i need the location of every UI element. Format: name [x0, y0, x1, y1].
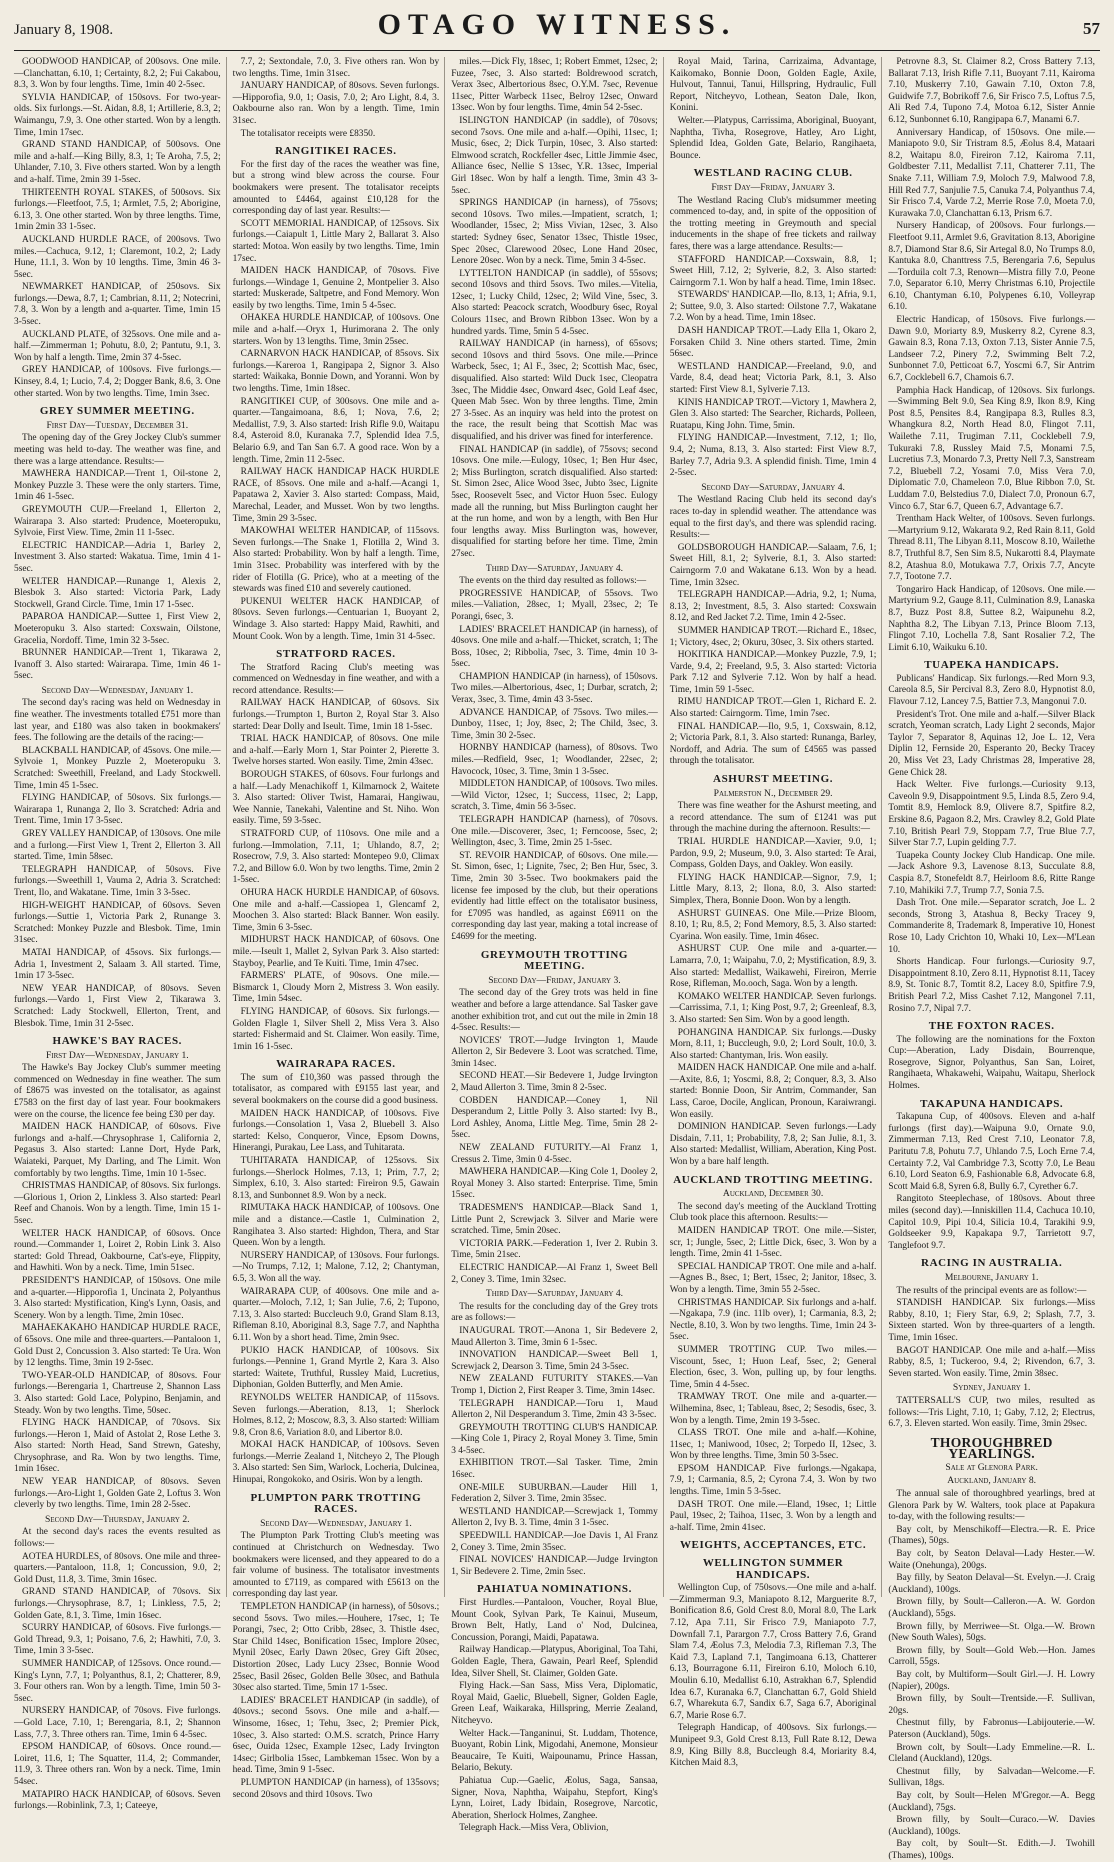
article-paragraph: MAIDEN HACK HANDICAP, of 100sovs. Five furlongs.—Consolation 1, Vasa 2, Bluebell 3. Also started: Kelso, Conqueror, Vince, Epsom Downs, Hinerangi, Purakau, Lee Lass, and Tuhitarata.: [232, 1108, 440, 1154]
section-subheading: Second Day—Thursday, January 2.: [45, 1513, 190, 1525]
article-paragraph: RAILWAY HANDICAP (in harness), of 65sovs; second 10sovs and third 5sovs. One mile.—Prince Warbeck, 5sec, 1; Al F., 3sec, 2; Scottish Mac, 6sec, disqualified. Also started: Wild Duck 1sec, Cleopatra 3sec, The Middie 4sec, Onward 4sec, Gold Leaf 4sec, Queen Mab 5sec. Won by three lengths. Time, 2min 27 3-5sec. As an inquiry was held into the protest on the race, the result being that Scottish Mac was disqualified, and his driver was fined for interference.: [451, 339, 658, 442]
article-paragraph: NURSERY HANDICAP, of 130sovs. Four furlongs.—No Trumps, 7.12, 1; Malone, 7.12, 2; Chantyman, 6.5, 3. Won all the way.: [232, 1250, 440, 1284]
article-paragraph: Royal Maid, Tarina, Carrizaima, Advantage, Kaikomako, Bonnie Doon, Golden Eagle, Axile, Hulvout, Tannui, Tanui, Hillspring, Hydraulic, Full Report, Nitcheyvo, Lothean, Seaton Dale, Ikon, Konini.: [669, 57, 877, 114]
article-paragraph: ELECTRIC HANDICAP.—Al Franz 1, Sweet Bell 2, Coney 3. Time, 1min 32sec.: [451, 1262, 658, 1285]
article-paragraph: GRAND STAND HANDICAP, of 70sovs. Six furlongs.—Chrysophrase, 8.7, 1; Linkless, 7.5, 2; Golden Gate, 8.1, 3. Time, 1min 16sec.: [14, 1587, 221, 1621]
article-paragraph: RAILWAY HACK HANDICAP HACK HURDLE RACE, of 85sovs. One mile and a-half.—Acangi 1, Papatawa 2, Xavier 3. Also started: Compass, Maid, Marechal, Leader, and Musset. Won by two lengths. Time, 3min 29 3-5sec.: [232, 467, 440, 524]
article-paragraph: For the first day of the races the weather was fine, but a strong wind blew across the course. Four bookmakers were present. The totalisator receipts amounted to £4464, against £10,128 for the corresponding day of last year. Results:—: [232, 159, 440, 217]
section-heading: WAIRARAPA RACES.: [276, 1058, 396, 1071]
section-heading: RANGITIKEI RACES.: [275, 145, 397, 158]
article-paragraph: The results of the principal events are as follow:—: [896, 1285, 1087, 1296]
article-paragraph: TELEGRAPH HANDICAP (harness), of 70sovs. One mile.—Discoverer, 3sec, 1; Ferncoose, 5sec, 2; Wellington, 4sec, 3. Time, 2min 25 1-5sec.: [451, 815, 658, 849]
article-paragraph: The Westland Racing Club's midsummer meeting commenced to-day, and, in spite of the opposition of the trotting meeting in Greymouth and special inducements in the shape of free tickets and railway fares, there was a large attendance. Results:—: [669, 195, 877, 252]
article-paragraph: The second day of the Grey trots was held in fine weather and before a large attendance. Sal Tasker gave another exhibition trot, and cut out the mile in 2min 18 4-5sec. Results:—: [451, 988, 658, 1034]
article-paragraph: MAWHERA HANDICAP.—Trent 1, Oil-stone 2, Monkey Puzzle 3. These were the only starters. Time, 1min 46 1-5sec.: [14, 469, 221, 503]
article-paragraph: FLYING HANDICAP, of 50sovs. Six furlongs.—Wairarapa 1, Runanga 2, Ilo 3. Scratched: Adria and Trent. Time, 1min 17 3-5sec.: [14, 793, 221, 827]
article-paragraph: SUMMER HANDICAP, of 125sovs. Once round.—King's Lynn, 7.7, 1; Polyanthus, 8.1, 2; Chatterer, 8.9, 3. Four others ran. Won by a length. Time, 1min 50 3-5sec.: [14, 1658, 221, 1704]
article-paragraph: NEWMARKET HANDICAP, of 250sovs. Six furlongs.—Dewa, 8.7, 1; Cambrian, 8.11, 2; Notecrini, 7.8, 3. Won by a length and a-quarter. Time, 1min 15 3-5sec.: [14, 282, 221, 328]
article-paragraph: FARMERS' PLATE, of 90sovs. One mile.—Bismarck 1, Cloudy Morn 2, Mistress 3. Won easily. Time, 1min 54sec.: [232, 971, 440, 1005]
article-paragraph: Bay colt, by Soult—Helen M'Gregor.—A. Begg (Auckland), 75gs.: [888, 1790, 1095, 1813]
article-paragraph: SPRINGS HANDICAP (in harness), of 75sovs; second 10sovs. Two miles.—Impatient, scratch, 1; Woodlander, 15sec, 2; Miss Vivian, 12sec, 3. Also started: Sydney 6sec, Senator 13sec, Thistle 19sec, Spec 20sec, Clarewood 20sec, Lone Hand 20sec, Lenore 20sec. Won by a neck. Time, 5min 3 4-5sec.: [451, 198, 658, 267]
article-paragraph: The results for the concluding day of the Grey trots are as follows:—: [451, 1301, 658, 1324]
article-paragraph: CHRISTMAS HANDICAP. Six furlongs and a-half.—Ngakapa, 7.9 (inc. 11lb over), 1; Carmania, 8.3, 2; Nectle, 8.10, 3. Won by two lengths. Time, 1min 24 3-5sec.: [669, 1297, 877, 1343]
article-paragraph: OHURA HACK HURDLE HANDICAP, of 60sovs. One mile and a-half.—Cassiopea 1, Glencamf 2, Moochen 3. Also started: Black Banner. Won easily. Time, 3min 6 3-5sec.: [232, 887, 440, 933]
article-paragraph: MAIDEN HACK HANDICAP, of 70sovs. Five furlongs.—Windage 1, Genuine 2, Montpelier 3. Also started: Muskerade, Saltpetre, and Fond Memory. Won easily by two lengths. Time, 1min 5 4-5sec.: [232, 266, 440, 311]
section-heading: HAWKE'S BAY RACES.: [52, 1035, 183, 1048]
article-paragraph: EPSOM HANDICAP. Five furlongs.—Ngakapa, 7.9, 1; Carmania, 8.5, 2; Cyrona 7.4, 3. Won by two lengths. Time, 1min 5 3-5sec.: [669, 1463, 877, 1498]
article-paragraph: BOROUGH STAKES, of 60sovs. Four furlongs and a half.—Lady Menachikoff 1, Kilmarnock 2, Waitete 3. Also started: Oliver Twist, Hamarai, Hangiwau, Wee Nannie, Tanekahi, Valentine and St. Niho. Won easily. Time, 59 3-5sec.: [232, 770, 440, 827]
article-paragraph: KINIS HANDICAP TROT.—Victory 1, Mawhera 2, Glen 3. Also started: The Searcher, Richards, Polleen, Ruatapu, King John. Time, 5min.: [669, 397, 877, 431]
article-paragraph: GOODWOOD HANDICAP, of 200sovs. One mile.—Clanchattan, 6.10, 1; Certainty, 8.2, 2; Fui Cakabou, 8.3, 3. Won by four lengths. Time, 1min 40 2-5sec.: [14, 57, 221, 91]
article-paragraph: The second day's meeting of the Auckland Trotting Club took place this afternoon. Results:—: [669, 1201, 877, 1224]
article-paragraph: The sum of £10,360 was passed through the totalisator, as compared with £9155 last year, and several bookmakers on the course did a good business.: [232, 1072, 440, 1107]
article-paragraph: Telegraph Handicap, of 400sovs. Six furlongs.—Munipeet 9.3, Gold Crest 8.13, Full Rate 8.12, Dewa 8.9, King Billy 8.8, Buccleugh 8.4, Moriarity 8.4, Kitchen Maid 8.3,: [669, 1723, 877, 1769]
article-paragraph: miles.—Dick Fly, 18sec, 1; Robert Emmet, 12sec, 2; Fuzee, 7sec, 3. Also started: Boldrewood scratch, Verax 3sec, Albertorious 8sec, O.Y.M. 7sec, Revenue 11sec, Pitter Warbeck 11sec, Belroy 12sec, Onward 13sec. Won by four lengths. Time, 4min 54 2-5sec.: [451, 57, 658, 114]
article-paragraph: TATTERSALL'S CUP, two miles, resulted as follows:—Tris Light, 7.10, 1; Gaby, 7.12, 2; Electrus, 6.7, 3. Eleven started. Won easily. Time, 3min 29sec.: [888, 1395, 1095, 1430]
article-paragraph: NEW ZEALAND FUTURITY STAKES.—Van Tromp 1, Diction 2, First Reaper 3. Time, 3min 14sec.: [451, 1374, 658, 1396]
article-paragraph: BLACKBALL HANDICAP, of 45sovs. One mile.—Sylvoie 1, Monkey Puzzle 2, Moeteropuku 3. Scratched: Sweethill, Freeland, and Lady Stockwell. Time, 1min 45 1-5sec.: [14, 745, 221, 791]
article-paragraph: SUMMER TROTTING CUP. Two miles.—Viscount, 5sec, 1; Huon Leaf, 5sec, 2; General Election, 6sec, 3. Won, pulling up, by four lengths. Time, 5min 4 4-5sec.: [669, 1344, 877, 1390]
article-paragraph: Rangitoto Steeplechase, of 180sovs. About three miles (second day).—Inniskillen 11.4, Cachuca 10.10, Capitol 10.9, Pipi 10.4, Silicia 10.4, Tarakihi 9.9, Goldseeker 9.9, Kapakapa 9.7, Tarrietott 9.7, Tanglefoot 9.7.: [888, 1194, 1095, 1251]
article-paragraph: TELEGRAPH HANDICAP.—Adria, 9.2, 1; Numa, 8.13, 2; Investment, 8.5, 3. Also started: Coxswain 8.12, and Red Jacket 7.2. Time, 1min 4 2-5sec.: [669, 590, 877, 624]
article-paragraph: The annual sale of thoroughbred yearlings, bred at Glenora Park by W. Walters, took place at Papakura to-day, with the following results:—: [888, 1489, 1095, 1523]
article-paragraph: Shorts Handicap. Four furlongs.—Curiosity 9.7, Disappointment 8.10, Zero 8.11, Hypnotist 8.11, Tacey 8.9, St. Tonic 8.7, Tomtit 8.2, Lacey 8.0, Spitfire 7.9, British Pearl 7.2, Miss Cashet 7.12, Mangonel 7.11, Rosino 7.7, Nipal 7.7.: [888, 957, 1095, 1014]
section-subheading: Second Day—Wednesday, January 1.: [41, 684, 194, 696]
article-paragraph: AUCKLAND PLATE, of 325sovs. One mile and a-half.—Zimmerman 1; Pohutu, 8.0, 2; Pantutu, 9.1, 3. Won by half a length. Time, 2min 37 4-5sec.: [14, 329, 221, 363]
article-paragraph: TWO-YEAR-OLD HANDICAP, of 80sovs. Four furlongs.—Berengaria 1, Chartreuse 2, Shannon Lass 3. Also started: Gold Lace, Polypino, Benjamin, and Steady. Won by two lengths. Time, 50sec.: [14, 1370, 221, 1416]
article-paragraph: MAKOWHAI WELTER HANDICAP, of 115sovs. Seven furlongs.—The Snake 1, Flotilla 2, Wind 3. Also started: Probability. Won by half a length. Time, 1min 31sec. Probability was interfered with by the rider of Flotilla (G. Price), who at a meeting of the stewards was fined £10 and severely cautioned.: [232, 526, 440, 595]
section-subheading: Auckland, January 8.: [947, 1475, 1037, 1487]
section-subheading: Palmerston N., December 29.: [713, 787, 833, 799]
article-paragraph: President's Trot. One mile and a-half.—Silver Black scratch, Yeoman scratch, Lady Light 2 seconds, Major Taylor 7, Separator 8, Aquinas 12, Joe L. 12, Vera Diplin 12, Fernside 20, Esperanto 20, Becky Tracey 20, Miss Vet 23, Lady Christmas 28, Imperative 28, Gene Chick 28.: [888, 709, 1095, 778]
article-paragraph: ONE-MILE SUBURBAN.—Lauder Hill 1, Federation 2, Silver 3. Time, 2min 35sec.: [451, 1482, 658, 1505]
article-paragraph: RIMUTAKA HACK HANDICAP, of 100sovs. One mile and a distance.—Castle 1, Culmination 2, Rangihatea 3. Also started: Highdon, Thera, and Star Queen. Won by a length.: [232, 1203, 440, 1249]
article-paragraph: STRATFORD CUP, of 110sovs. One mile and a furlong.—Immolation, 7.11, 1; Uhlando, 8.7, 2; Rosecrow, 7.9, 3. Also started: Montepeo 9.0, Climax 7.2, and Billow 6.0. Won by two lengths. Time, 2min 2 1-5sec.: [232, 829, 440, 886]
article-paragraph: FLYING HANDICAP.—Investment, 7.12, 1; Ilo, 9.4, 2; Numa, 8.13, 3. Also started: First View 8.7, Barley 7.7, Adria 9.3. A splendid finish. Time, 1min 4 2-5sec.: [669, 433, 877, 479]
article-paragraph: The Westland Racing Club held its second day's races to-day in splendid weather. The attendance was equal to the first day's, and there was splendid racing. Results:—: [669, 495, 877, 541]
article-paragraph: INNOVATION HANDICAP.—Sweet Bell 1, Screwjack 2, Dearson 3. Time, 5min 24 3-5sec.: [451, 1350, 658, 1372]
article-paragraph: PUKENUI WELTER HACK HANDICAP, of 80sovs. Seven furlongs.—Centuarian 1, Buoyant 2, Windage 3. Also started: Happy Maid, Rawhiti, and Mount Cook. Won by a length. Time, 1min 31 4-5sec.: [232, 596, 440, 642]
article-paragraph: GREYMOUTH CUP.—Freeland 1, Ellerton 2, Wairarapa 3. Also started: Prudence, Moeteropuku, Sylvoie, First View. Time, 2min 11 1-5sec.: [14, 504, 221, 539]
article-paragraph: NEW YEAR HANDICAP, of 80sovs. Seven furlongs.—Aro-Light 1, Golden Gate 2, Loftus 3. Won cleverly by two lengths. Time, 1min 28 2-5sec.: [14, 1477, 221, 1511]
article-paragraph: Nursery Handicap, of 200sovs. Four furlongs.—Fleetfoot 9.11, Armlet 9.6, Gravitation 8.13, Aborigine 8.7, Diamond Star 8.6, Sir Artegal 8.0, No Trumps 8.0, Kantuka 8.0, Chanttress 7.5, Berengaria 7.6, Sepulus—Torduila colt 7.3, Renown—Mistra filly 7.0, Peone 7.0, Separator 6.10, Merry Christmas 6.10, Projectile 6.10, Chantyman 6.10, Polypenes 6.10, Volleyrap 6.10.: [888, 221, 1095, 313]
article-paragraph: SYLVIA HANDICAP, of 150sovs. For two-year-olds. Six furlongs.—St. Aidan, 8.8, 1; Artillerie, 8.3, 2; Waimangu, 7.9, 3. One other started. Won by a length. Time, 1min 17sec.: [14, 92, 221, 138]
article-paragraph: FLYING HACK HANDICAP, of 70sovs. Six furlongs.—Heron 1, Maid of Astolat 2, Rose Lethe 3. Also started: North Head, Sand Strewn, Gateshy, Chrysophrase, and Ra. Won by two lengths. Time, 1min 16sec.: [14, 1418, 221, 1475]
section-heading: THOROUGHBRED YEARLINGS.: [930, 1434, 1053, 1462]
article-paragraph: NEW YEAR HANDICAP, of 80sovs. Seven furlongs.—Vardo 1, First View 2, Tikarawa 3. Scratched: Lady Stockwell, Ellerton, Trent, and Blesbok. Time, 1min 31 2-5sec.: [14, 983, 221, 1029]
article-paragraph: Welter Hack.—Tanganinui, St. Luddam, Thotence, Buoyant, Robin Link, Migodahi, Anemone, Monsieur Beaucaire, Te Kuiti, Waipounamu, Prince Hassan, Belario, Bekuty.: [451, 1728, 658, 1774]
article-paragraph: FINAL HANDICAP (in saddle), of 75sovs; second 10sovs. One mile.—Eulogy, 10sec, 1; Ben Hur 4sec, 2; Miss Burlington, scratch disqualified. Also started: St. Simon 2sec, Alice Wood 3sec, Jubto 3sec, Lignite 5sec, Roosevelt 5sec, and Victor Huon 5sec. Eulogy made all the running, but Miss Burlington caught her at the run home, and won by a length, with Ben Hur four lengths away. Miss Burlington was, however, disqualified for starting before her time. Time, 2min 27sec.: [451, 444, 658, 559]
article-paragraph: Pahiatua Cup.—Gaelic, Æolus, Saga, Sansaa, Signer, Nova, Naphtha, Waipahu, Stepfort, King's Lynn, Loiret, Lady Ibidain, Rosegrove, Narcotic, Aberation, Sherlock Holmes, Zanghee.: [451, 1775, 658, 1821]
article-paragraph: Brown filly, by Merriwee—St. Olga.—W. Brown (New South Wales), 50gs.: [888, 1621, 1095, 1644]
article-paragraph: Bay colt, by Multiform—Soult Girl.—J. H. Lowry (Napier), 200gs.: [888, 1669, 1095, 1692]
section-heading: WEIGHTS, ACCEPTANCES, ETC.: [679, 1539, 867, 1552]
article-paragraph: DASH HANDICAP TROT.—Lady Ella 1, Okaro 2, Forsaken Child 3. Nine others started. Time, 2min 56sec.: [669, 326, 877, 360]
article-paragraph: LYTTELTON HANDICAP (in saddle), of 55sovs; second 10sovs and third 5sovs. Two miles.—Vitelia, 12sec, 1; Lucky Child, 12sec, 2; Wild Vine, 5sec, 3. Also started: Peacock scratch, Woodbury 6sec, Royal Colours 11sec, and Brown Ribbon 13sec. Won by a hundred yards. Time, 5min 5 4-5sec.: [451, 268, 658, 337]
section-subheading: Second Day—Friday, January 3.: [488, 974, 621, 986]
article-paragraph: EXHIBITION TROT.—Sal Tasker. Time, 2min 16sec.: [451, 1458, 658, 1481]
section-heading: RACING IN AUSTRALIA.: [921, 1257, 1063, 1270]
article-paragraph: GREY HANDICAP, of 100sovs. Five furlongs.—Kinsey, 8.4, 1; Lucio, 7.4, 2; Dogger Bank, 8.6, 3. One other started. Won by two lengths. Time, 1min 3sec.: [14, 365, 221, 399]
article-paragraph: Brown filly, by Soult—Trentside.—F. Sullivan, 20gs.: [888, 1694, 1095, 1716]
section-subheading: Sydney, January 1.: [952, 1382, 1031, 1394]
article-paragraph: The opening day of the Grey Jockey Club's summer meeting was held to-day. The weather was fine, and there was a large attendance. Results:—: [14, 433, 221, 467]
article-paragraph: CHAMPION HANDICAP (in harness), of 150sovs. Two miles.—Albertorious, 4sec, 1; Durbar, scratch, 2; Verax, 3sec, 3. Time, 4min 43 3-5sec.: [451, 671, 658, 706]
article-paragraph: Hack Welter. Five furlongs.—Curiosity 9.13, Caveoln 9.9, Disappointment 9.5, Linda 8.5, Zero 9.4, Tomtit 8.9, Hemlock 8.9, Olivere 8.7, Spitfire 8.2, Erskine 8.6, Pagaon 8.2, Mrs. Crawley 8.2, Gold Plate 7.10, British Pearl 7.9, Stoppam 7.7, True Blue 7.7, Silver Star 7.7, Lupin gelding 7.7.: [888, 780, 1095, 849]
section-subheading: First Day—Friday, January 3.: [711, 181, 835, 193]
masthead: [14, 8, 1100, 51]
article-paragraph: PAPAROA HANDICAP.—Suttee 1, First View 2, Moeteropuku 3. Also started: Coxswain, Oilstone, Gracelia, Nordoff. Time, 1min 32 3-5sec.: [14, 612, 221, 646]
article-paragraph: SECOND HEAT.—Sir Bedevere 1, Judge Irvington 2, Maud Allerton 3. Time, 3min 8 2-5sec.: [451, 1071, 658, 1094]
article-paragraph: GREYMOUTH TROTTING CLUB'S HANDICAP.—King Cole 1, Piracy 2, Royal Money 3. Time, 5min 3 4-5sec.: [451, 1422, 658, 1456]
article-paragraph: DASH TROT. One mile.—Eland, 19sec, 1; Little Paul, 19sec, 2; Taihoa, 11sec, 3. Won by a length and a-half. Time, 2min 41sec.: [669, 1499, 877, 1533]
article-paragraph: At the second day's races the events resulted as follows:—: [14, 1527, 221, 1550]
article-paragraph: OHAKEA HURDLE HANDICAP, of 100sovs. One mile and a-half.—Oryx 1, Hurimorana 2. The only starters. Won by 13 lengths. Time, 3min 25sec.: [232, 313, 440, 347]
section-subheading: Second Day—Wednesday, January 1.: [260, 1517, 412, 1529]
article-paragraph: ISLINGTON HANDICAP (in saddle), of 70sovs; second 7sovs. One mile and a-half.—Opihi, 11sec, 1; Music, 6sec, 2; Dick Turpin, 10sec, 3. Also started: Elmwood scratch, Rockfeller 4sec, Little Jimmie 4sec, Alliance 6sec, Nellie S 13sec, Y.R. 13sec, Imperial Girl 18sec. Won by half a length. Time, 3min 43 3-5sec.: [451, 115, 658, 196]
newspaper-title: OTAGO WITNESS.: [377, 8, 737, 41]
article-paragraph: POHANGINA HANDICAP. Six furlongs.—Dusky Morn, 8.11, 1; Buccleugh, 9.0, 2; Lord Soult, 10.0, 3. Also started: Chantyman, Iris. Won easily.: [669, 1027, 877, 1061]
article-paragraph: PLUMPTON HANDICAP (in harness), of 135sovs; second 20sovs and third 10sovs. Two: [232, 1777, 440, 1800]
article-paragraph: FLYING HACK HANDICAP.—Signor, 7.9, 1; Little Mary, 8.13, 2; Ilona, 8.0, 3. Also started: Simplex, Thera, Bonnie Doon. Won by a length.: [669, 872, 877, 906]
section-heading: TUAPEKA HANDICAPS.: [924, 659, 1060, 672]
article-paragraph: GREY VALLEY HANDICAP, of 130sovs. One mile and a furlong.—First View 1, Trent 2, Ellerton 3. All started. Time, 1min 58sec.: [14, 829, 221, 863]
article-paragraph: WELTER HANDICAP.—Runange 1, Alexis 2, Blesbok 3. Also started: Victoria Park, Lady Stockwell, Grand Circle. Time, 1min 17 1-5sec.: [14, 576, 221, 610]
article-paragraph: WAIRARAPA CUP, of 400sovs. One mile and a-quarter.—Moloch, 7.12, 1; San Julie, 7.6, 2; Tupono, 7.13, 3. Also started: Buccleuch 9.0, Grand Slam 8.13, Rifleman 8.10, Aboriginal 8.3, Sage 7.7, and Naphtha 6.11. Won by a short head. Time, 2min 9sec.: [232, 1286, 440, 1343]
article-paragraph: ADVANCE HANDICAP, of 75sovs. Two miles.—Dunboy, 11sec, 1; Joy, 8sec, 2; The Child, 3sec, 3. Time, 3min 30 2-5sec.: [451, 707, 658, 741]
article-paragraph: MAIDEN HACK HANDICAP. One mile and a-half.—Axite, 8.6, 1; Yoscmi, 8.8, 2; Conquer, 8.3, 3. Also started: Bonnie Doon, Sir Antrim, Commander, San Lass, Caroe, Docile, Anglican, Pronoun, Karaiwrangi. Won easily.: [669, 1063, 877, 1120]
article-paragraph: 7.7, 2; Sextondale, 7.0, 3. Five others ran. Won by two lengths. Time, 1min 31sec.: [232, 57, 440, 79]
article-paragraph: Bay filly, by Seaton Delaval—St. Evelyn.—J. Craig (Auckland), 100gs.: [888, 1573, 1095, 1595]
article-paragraph: Telegraph Hack.—Miss Vera, Oblivion,: [459, 1823, 609, 1834]
article-paragraph: The Hawke's Bay Jockey Club's summer meeting commenced on Wednesday in fine weather. The sum of £8675 was invested on the totalisator, as against £7583 on the first day of last year. Four bookmakers were on the course, the licence fee being £30 per day.: [14, 1063, 221, 1120]
article-paragraph: TRAMWAY TROT. One mile and a-quarter.—Wilhemina, 8sec, 1; Tableau, 8sec, 2; Sesodis, 6sec, 3. Won by a length. Time, 2min 19 3-5sec.: [669, 1392, 877, 1426]
article-paragraph: The Stratford Racing Club's meeting was commenced on Wednesday in fine weather, and with a record attendance. Results:—: [232, 662, 440, 696]
article-paragraph: TRIAL HACK HANDICAP, of 80sovs. One mile and a-half.—Early Morn 1, Star Pointer 2, Pierette 3. Twelve horses started. Won easily. Time, 2min 43sec.: [232, 734, 440, 768]
section-heading: AUCKLAND TROTTING MEETING.: [673, 1173, 873, 1186]
article-paragraph: VICTORIA PARK.—Federation 1, Iver 2. Rubin 3. Time, 5min 21sec.: [451, 1238, 658, 1261]
article-paragraph: The events on the third day resulted as follows:—: [459, 576, 647, 587]
article-paragraph: WELTER HACK HANDICAP, of 60sovs. Once round.—Commander 1, Loiret 2, Robin Link 3. Also started: Gold Thread, Oakbourne, Cat's-eye, Flippity, and Hawhiti. Won by a neck. Time, 1min 51sec.: [14, 1228, 221, 1274]
article-paragraph: CLASS TROT. One mile and a-half.—Kohine, 11sec, 1; Maniwood, 10sec, 2; Torpedo II, 12sec, 3. Won by three lengths. Time, 3min 50 3-5sec.: [669, 1428, 877, 1462]
article-paragraph: SPEEDWILL HANDICAP.—Joe Davis 1, Al Franz 2, Coney 3. Time, 2min 35sec.: [451, 1531, 658, 1553]
article-paragraph: HOKITIKA HANDICAP.—Monkey Puzzle, 7.9, 1; Varde, 9.4, 2; Freeland, 9.5, 3. Also started: Victoria Park 7.12 and Sylverie 7.12. Won by half a head. Time, 1min 59 1-5sec.: [669, 650, 877, 695]
article-paragraph: CHRISTMAS HANDICAP, of 80sovs. Six furlongs.—Glorious 1, Orion 2, Linkless 3. Also started: Pearl Reef and Chanois. Won by a length. Time, 1min 15 1-5sec.: [14, 1181, 221, 1226]
article-paragraph: MOKAI HACK HANDICAP, of 100sovs. Seven furlongs.—Merrie Zealand 1, Nitcheyo 2, The Plough 3. Also started: Sen Sim, Warlock, Locheria, Dulcinea, Hinupai, Rongokoko, and Osiris. Won by a length.: [232, 1440, 440, 1486]
article-paragraph: HORNBY HANDICAP (harness), of 80sovs. Two miles.—Redfield, 9sec, 1; Woodlander, 22sec, 2; Havocock, 10sec, 3. Time, 3min 1 3-5sec.: [451, 743, 658, 777]
article-paragraph: TUHITARATA HANDICAP, of 125sovs. Six furlongs.—Sherlock Holmes, 7.13, 1; Prim, 7.7, 2; Simplex, 6.10, 3. Also started: Fireiron 9.5, Gawain 8.13, and Sunbonnet 8.9. Won by a neck.: [232, 1156, 440, 1201]
article-paragraph: COBDEN HANDICAP.—Coney 1, Nil Desperandum 2, Little Polly 3. Also started: Ivy B., Lord Ashley, Anoma, Little Meg. Time, 5min 28 2-5sec.: [451, 1095, 658, 1141]
section-heading: THE FOXTON RACES.: [928, 1020, 1055, 1033]
section-subheading: Second Day—Saturday, January 4.: [701, 481, 845, 493]
article-paragraph: The Plumpton Park Trotting Club's meeting was continued at Christchurch on Wednesday. Two bookmakers were licensed, and they appeared to do a fair volume of business. The totalisator investments amounted to £7119, as compared with £5613 on the corresponding day last year.: [232, 1531, 440, 1600]
column-3: [451, 57, 664, 1834]
article-paragraph: MAIDEN HANDICAP TROT. One mile.—Sister, scr, 1; Jungle, 5sec, 2; Little Dick, 6sec, 3. Won by a length. Time, 2min 41 1-5sec.: [669, 1226, 877, 1260]
article-paragraph: Publicans' Handicap. Six furlongs.—Red Morn 9.3, Careola 8.5, Sir Percival 8.3, Zero 8.0, Hypnotist 8.0, Flavour 7.12, Lancey 7.5, Battier 7.3, Mangonui 7.0.: [888, 673, 1095, 708]
section-heading: WESTLAND RACING CLUB.: [693, 167, 853, 180]
article-paragraph: AUCKLAND HURDLE RACE, of 200sovs. Two miles.—Cachuca, 9.12, 1; Claremont, 10.2, 2; Lady Hune, 11.1, 3. Won by 10 lengths. Time, 3min 46 3-5sec.: [14, 234, 221, 280]
article-paragraph: Flying Hack.—San Sass, Miss Vera, Diplomatic, Royal Maid, Gaelic, Bluebell, Signer, Golden Eagle, Green Leaf, Waikaraka, Hillspring, Merrie Zealand, Nitcheyvo.: [451, 1681, 658, 1726]
section-subheading: Melbourne, January 1.: [944, 1271, 1039, 1283]
article-paragraph: Chestnut filly, by Fabronus—Labijouterie.—W. Paterson (Auckland), 50gs.: [888, 1718, 1095, 1740]
article-paragraph: MATAPIRO HACK HANDICAP, of 60sovs. Seven furlongs.—Robinlink, 7.3, 1; Cateeye,: [14, 1789, 221, 1812]
page-number: 57: [1083, 19, 1100, 38]
article-paragraph: ST. REVOIR HANDICAP, of 60sovs. One mile.—St. Simon, 6sec, 1; Lignite, 7sec, 2; Ben Hur, 5sec, 3. Time, 2min 30 3-5sec. Two bookmakers paid the license fee imposed by the club, but their operations evidently had little effect on the totalisator business, for £7095 was handled, as against £6911 on the corresponding day last year, making a total increase of £4699 for the meeting.: [451, 850, 658, 942]
column-4: [669, 57, 883, 1769]
article-paragraph: SCURRY HANDICAP, of 60sovs. Five furlongs.—Gold Thread, 9.3, 1; Poisano, 7.6, 2; Hawhiti, 7.0, 3. Time, 1min 3 3-5sec.: [14, 1623, 221, 1657]
section-subheading: First Day—Wednesday, January 1.: [45, 1049, 189, 1061]
article-paragraph: First Hurdles.—Pantaloon, Voucher, Royal Blue, Mount Cook, Sylvan Park, Te Kainui, Museum, Brown Belt, Hatly, Land o' Nod, Dulcinea, Concussion, Porangi, Maidi, Papatawa.: [451, 1598, 658, 1643]
article-paragraph: RAILWAY HACK HANDICAP, of 60sovs. Six furlongs.—Trumpton 1, Burton 2, Royal Star 3. Also started: Dear Dolly and Iseult. Time, 1min 18 1-5sec.: [232, 698, 440, 732]
article-paragraph: GOLDSBOROUGH HANDICAP.—Salaam, 7.6, 1; Sweet Hill, 8.1, 2; Sylverie, 8.1, 3. Also started: Cairngorm 7.0 and Wakatane 6.13. Won by a head. Time, 1min 32sec.: [669, 542, 877, 588]
article-paragraph: SPECIAL HANDICAP TROT. One mile and a-half.—Agnes B., 8sec, 1; Bert, 15sec, 2; Janitor, 18sec, 3. Won by a length. Time, 3min 55 2-5sec.: [669, 1261, 877, 1295]
article-paragraph: ELECTRIC HANDICAP.—Adria 1, Barley 2, Investment 3. Also started: Wakatua. Time, 1min 4 1-5sec.: [14, 540, 221, 574]
article-paragraph: The following are the nominations for the Foxton Cup:—Aberation, Lady Disdain, Bourrenque, Rosegrove, Signor, Polyanthus, San San, Loiret, Rangihaeta, Whakawehi, Waipahu, Waitapu, Sherlock Holmes.: [888, 1034, 1095, 1092]
section-heading: TAKAPUNA HANDICAPS.: [920, 1097, 1064, 1110]
column-5: [888, 57, 1100, 1861]
article-paragraph: MATAI HANDICAP, of 45sovs. Six furlongs.—Adria 1, Investment 2, Salaam 3. All started. Time, 1min 17 3-5sec.: [14, 947, 221, 982]
article-paragraph: Bay colt, by Seaton Delaval—Lady Hester.—W. Waite (Onehunga), 200gs.: [888, 1549, 1095, 1571]
section-subheading: Sale at Glenora Park.: [945, 1461, 1038, 1473]
article-paragraph: JANUARY HANDICAP, of 80sovs. Seven furlongs.—Hipporofia, 9.0, 1; Oasis, 7.0, 2; Aro Light, 8.4, 3. Oakbourne also ran. Won by a length. Time, 1min 31sec.: [232, 81, 440, 126]
article-paragraph: KOMAKO WELTER HANDICAP. Seven furlongs.—Carrissima, 7.1, 1; King Post, 9.7, 2; Greenleaf, 8.3, 3. Also started: Sen Sim. Won by a good length.: [669, 991, 877, 1025]
article-paragraph: Trentham Hack Welter, of 100sovs. Seven furlongs.—Martyrium 9.12, Wakarata 9.2, Red Rain 8.11, Gold Thread 8.11, The Libyan 8.11, Moscow 8.10, Wailethe 8.7, Truthful 8.7, Sen Sim 8.5, Nukarotti 8.4, Playmate 8.2, Atashua 8.0, Motukawa 7.7, Orixis 7.7, Ancyte 7.7, Tootone 7.7.: [888, 514, 1095, 583]
article-paragraph: SCOTT MEMORIAL HANDICAP, of 125sovs. Six furlongs.—Caiapult 1, Little Mary 2, Ballarat 3. Also started: Motoa. Won easily by two lengths. Time, 1min 17sec.: [232, 218, 440, 264]
article-paragraph: MIDDLETON HANDICAP, of 100sovs. Two miles.—Wild Victor, 12sec, 1; Success, 11sec, 2; Lapp, scratch, 3. Time, 4min 56 3-5sec.: [451, 779, 658, 813]
section-subheading: Third Day—Saturday, January 4.: [485, 562, 624, 574]
article-paragraph: NOVICES' TROT.—Judge Irvington 1, Maude Allerton 2, Sir Bedevere 3. Loot was scratched. Time, 3min 14sec.: [451, 1035, 658, 1069]
article-paragraph: The second day's racing was held on Wednesday in fine weather. The investments totalled £751 more than last year, and £180 was also taken in bookmakers' fees. The following are the details of the racing:—: [14, 698, 221, 744]
article-paragraph: CARNARVON HACK HANDICAP, of 85sovs. Six furlongs.—Kareroa 1, Rangipapa 2, Signor 3. Also started: Waikaka, Bonnie Down, and Yoranni. Won by two lengths. Time, 1min 18sec.: [232, 349, 440, 395]
section-heading: STRATFORD RACES.: [276, 648, 396, 661]
section-subheading: First Day—Tuesday, December 31.: [46, 419, 189, 431]
section-heading: ASHURST MEETING.: [713, 773, 834, 786]
article-paragraph: GRAND STAND HANDICAP, of 500sovs. One mile and a-half.—King Billy, 8.3, 1; Te Aroha, 7.5, 2; Uhlander, 7.10, 3. Five others started. Won by a length and a-half. Time, 2min 39 1-5sec.: [14, 140, 221, 185]
article-paragraph: Tuapeka County Jockey Club Handicap. One mile.—Jack Ashore 9.3, Lavenose 8.13, Succulate 8.8, Caspia 8.7, Stonefeldt 8.7, Heirloom 8.6, Ritte Range 7.10, Mahikiki 7.7, Trump 7.7, Sonia 7.5.: [888, 850, 1095, 896]
article-paragraph: INAUGURAL TROT.—Anona 1, Sir Bedevere 2, Maud Allerton 3. Time, 3min 6 1-5sec.: [451, 1325, 658, 1348]
article-paragraph: LADIES' BRACELET HANDICAP (in saddle), of 40sovs.; second 5sovs. One mile and a-half.—Winsome, 16sec, 1; Tehu, 3sec, 2; Premier Pick, 10sec, 3. Also started: O.M.S. scratch, Prince Harry 6sec, Ouida 12sec, Example 12sec, Lady Irvington 14sec; Girlbolia 15sec, Lambkeman 15sec. Won by a head. Time, 3min 9 1-5sec.: [232, 1695, 440, 1776]
article-paragraph: AOTEA HURDLES, of 80sovs. One mile and three-quarters.—Pantaloon, 11.8, 1; Concussion, 9.0, 2; Gold Dust, 11.8, 3. Time, 3min 16sec.: [14, 1551, 221, 1585]
article-paragraph: Electric Handicap, of 150sovs. Five furlongs.—Dawn 9.0, Moriarty 8.9, Muskerry 8.2, Cyrene 8.3, Gawain 8.3, Rona 7.13, Oxton 7.13, Sister Annie 7.5, Landseer 7.2, Pinery 7.2, Swimming Belt 7.2, Sunbonnet 7.0, Petticoat 6.7, Yoscmi 6.7, Sir Antrim 6.7, Cocklebell 6.7, Chamois 6.7.: [888, 315, 1095, 384]
issue-date: January 8, 1908.: [14, 22, 114, 38]
article-paragraph: EPSOM HANDICAP, of 60sovs. Once round.—Loiret, 11.6, 1; The Squatter, 11.4, 2; Commander, 11.9, 3. Three others ran. Won by a neck. Time, 1min 54sec.: [14, 1742, 221, 1787]
article-paragraph: RANGITIKEI CUP, of 300sovs. One mile and a-quarter.—Tangaimoana, 8.6, 1; Nova, 7.6, 2; Medallist, 7.9, 3. Also started: Irish Rifle 9.0, Waitapu 8.4, Asteroid 8.0, Kuranaka 7.7, Splendid Idea 7.5, Belario 6.9, and Tan San 6.7. A good race. Won by a length. Time, 2min 11 2-5sec.: [232, 396, 440, 465]
article-paragraph: FINAL NOVICES' HANDICAP.—Judge Irvington 1, Sir Bedevere 2. Time, 2min 5sec.: [451, 1555, 658, 1577]
article-paragraph: MAWHERA HANDICAP.—King Cole 1, Dooley 2, Royal Money 3. Also started: Enterprise. Time, 5min 15sec.: [451, 1167, 658, 1201]
article-paragraph: HIGH-WEIGHT HANDICAP, of 60sovs. Seven furlongs.—Suttie 1, Victoria Park 2, Runange 3. Scratched: Monkey Puzzle and Blesbok. Time, 1min 31sec.: [14, 900, 221, 946]
article-paragraph: PRESIDENT'S HANDICAP, of 150sovs. One mile and a-quarter.—Hipporofia 1, Uncinata 2, Polyanthus 3. Also started: Mystification, King's Lynn, Oasis, and Scenery. Won by a length. Time, 2min 10sec.: [14, 1275, 221, 1321]
column-1: [14, 57, 227, 1812]
article-paragraph: RIMU HANDICAP TROT.—Glen 1, Richard E. 2. Also started: Cairngorm. Time, 1min 7sec.: [669, 697, 877, 720]
article-paragraph: PROGRESSIVE HANDICAP, of 55sovs. Two miles.—Valiation, 28sec, 1; Myall, 23sec, 2; Te Porangi, 6sec, 3.: [451, 588, 658, 622]
article-paragraph: TEMPLETON HANDICAP (in harness), of 50sovs.; second 5sovs. Two miles.—Houhere, 17sec, 1; Te Porangi, 7sec, 2; Otto Cribb, 28sec, 3. Thistle 4sec, Star Child 14sec, Bonification 15sec, Implore 20sec, Mynil 20sec, Early Dawn 20sec, Grey Gift 20sec, Distortion 20sec, Lady Lucy 23sec, Bonnie Wood 25sec, Basil 26sec, Golden Belle 30sec, and Bathula 30sec also started. Time, 5min 17 1-5sec.: [232, 1602, 440, 1694]
section-subheading: Auckland, December 30.: [722, 1188, 824, 1200]
article-paragraph: TELEGRAPH HANDICAP, of 50sovs. Five furlongs.—Sweethill 1, Vauma 2, Adria 3. Scratched: Trent, Ilo, and Wakatane. Time, 1min 3 3-5sec.: [14, 864, 221, 898]
article-paragraph: FLYING HANDICAP, of 60sovs. Six furlongs.—Golden Flagle 1, Silver Shell 2, Miss Vera 3. Also started: Fishermaid and St. Claimer. Won easily. Time, 1min 16 1-5sec.: [232, 1006, 440, 1052]
article-paragraph: Dash Trot. One mile.—Separator scratch, Joe L. 2 seconds, Strong 3, Atashua 8, Becky Tracey 9, Commanderite 8, Trademark 8, Imperative 10, Honest Rose 10, Lady Crichton 10, Whaki 10, Lex—M'Lean 10.: [888, 898, 1095, 955]
article-paragraph: SUMMER HANDICAP TROT.—Richard E., 18sec, 1; Victory, 4sec, 2; Okuru, 30sec, 3. Six others started.: [669, 625, 877, 648]
article-paragraph: ASHURST CUP. One mile and a-quarter.—Lamarra, 7.0, 1; Waipahu, 7.0, 2; Mystification, 8.9, 3. Also started: Medallist, Waikawehi, Fireiron, Merrie Rose, Rifleman, Mo.ooch, Saga. Won by a length.: [669, 944, 877, 990]
article-paragraph: Welter.—Platypus, Carrissima, Aboriginal, Buoyant, Naphtha, Tivha, Rosegrove, Hatley, Aro Light, Splendid Idea, Golden Gate, Belario, Rangihaeta, Bounce.: [669, 115, 877, 161]
article-paragraph: MIDHURST HACK HANDICAP, of 60sovs. One mile.—Iseult 1, Mallet 2, Sylvan Park 3. Also started: Stayboy, Pearlie, and Te Kuiti. Time, 1min 47sec.: [232, 935, 440, 969]
article-paragraph: MAIDEN HACK HANDICAP, of 60sovs. Five furlongs and a-half.—Chrysophrase 1, California 2, Pegasus 3. Also started: Lanne Dort, Hyde Park, Waiateki, Parquet, My Darling, and The Limit. Won comfortably by two lengths. Time, 1min 10 1-5sec.: [14, 1122, 221, 1179]
article-paragraph: Pamphia Hack Handicap, of 120sovs. Six furlongs.—Swimming Belt 9.0, Sea King 8.9, Ikon 8.9, King Post 8.5, Pensites 8.4, Rangipapa 8.3, Rulles 8.3, Whangkura 8.2, North Head 8.0, Flingot 7.11, Wailethe 7.11, Trugiman 7.11, Cocklebell 7.9, Tukuraki 7.8, Russley Maid 7.5, Monami 7.5, Lucretius 7.3, Monardo 7.3, Pretty Nell 7.3, Sanstream 7.2, Bluebell 7.2, Yosami 7.0, Miss Vera 7.0, Diplomatic 7.0, Chameleon 7.0, Blue Ribbon 7.0, St. Luddam 7.0, Belstedius 7.0, Dialect 7.0, Pronoun 6.7, Vinco 6.7, Star 6.7, Queen 6.7, Advantage 6.7.: [888, 385, 1095, 512]
article-columns: [14, 57, 1100, 1861]
article-paragraph: STAFFORD HANDICAP.—Coxswain, 8.8, 1; Sweet Hill, 7.12, 2; Sylverie, 8.2, 3. Also started: Cairngorm 7.1. Won by half a head. Time, 1min 18sec.: [669, 254, 877, 288]
article-paragraph: FINAL HANDICAP.—Ilo, 9.5, 1, Coxswain, 8.12, 2; Victoria Park, 8.1, 3. Also started: Runanga, Barley, Nordoff, and Adria. The sum of £4565 was passed through the totalisator.: [669, 721, 877, 767]
article-paragraph: REYNOLDS WELTER HANDICAP, of 115sovs. Seven furlongs.—Aberation, 8.13, 1; Sherlock Holmes, 8.12, 2; Moscow, 8.3, 3. Also started: William 9.8, Cron 8.6, Variation 8.0, and Libertor 8.0.: [232, 1392, 440, 1438]
article-paragraph: BRUNNER HANDICAP.—Trent 1, Tikarawa 2, Ivanoff 3. Also started: Wairarapa. Time, 1min 46 1-5sec.: [14, 648, 221, 682]
article-paragraph: Takapuna Cup, of 400sovs. Eleven and a-half furlongs (first day).—Waipuna 9.0, Ornate 9.0, Zimmerman 7.13, Red Crest 7.10, Leonator 7.8, Paritutu 7.8, Pohutu 7.7, Uhlando 7.5, Loch Erne 7.4, Certainty 7.2, Val Cambridge 7.3, Scotty 7.0, Le Beau 6.10, Lord Seaton 6.9, Fashionable 6.8, Advocate 6.8, Scott Maid 6.8, Syren 6.8, Bully 6.7, Cyrether 6.7.: [888, 1112, 1095, 1192]
section-heading: PAHIATUA NOMINATIONS.: [476, 1583, 632, 1596]
section-heading: WELLINGTON SUMMER HANDICAPS.: [702, 1557, 844, 1581]
article-paragraph: THIRTEENTH ROYAL STAKES, of 500sovs. Six furlongs.—Fleetfoot, 7.5, 1; Armlet, 7.5, 2; Aborigine, 6.13, 3. One other started. Won by three lengths. Time, 1min 2min 33 1-5sec.: [14, 187, 221, 233]
article-paragraph: Brown filly, by Soult—Calleron.—A. W. Gordon (Auckland), 55gs.: [888, 1597, 1095, 1619]
article-paragraph: WESTLAND HANDICAP.—Screwjack 1, Tommy Allerton 2, Ivy B. 3. Time, 4min 3 1-5sec.: [451, 1506, 658, 1529]
article-paragraph: Wellington Cup, of 750sovs.—One mile and a-half.—Zimmerman 9.3, Maniapoto 8.12, Marguerite 8.7, Bonification 8.6, Gold Crest 8.0, Moral 8.0, The Lark 7.12, Apa 7.11, Sir Frisco 7.9, Maniapoto 7.7, Downfall 7.1, Parargon 7.7, Cross Battery 7.6, Grand Slam 7.4, Æolus 7.3, Melodia 7.3, Rifleman 7.3, The Kaid 7.3, Lapland 7.1, Tangimoana 6.13, Chatterer 6.13, Bourragone 6.11, Fireiron 6.10, Moloch 6.10, Moulin 6.10, Medallist 6.10, Astrakhan 6.7, Splendid Idea 6.7, Kuranaka 6.7, Clanchattan 6.7, Gold Shield 6.7, Wharekuta 6.7, Sandix 6.7, Saga 6.7, Aboriginal 6.7, Marie Rose 6.7.: [669, 1583, 877, 1721]
article-paragraph: Chestnut filly, by Salvadan—Welcome.—F. Sullivan, 18gs.: [888, 1766, 1095, 1789]
article-paragraph: Bay colt, by Menschikoff—Electra.—R. E. Price (Thames), 50gs.: [888, 1524, 1095, 1547]
article-paragraph: STEWARDS' HANDICAP.—Ilo, 8.13, 1; Afria, 9.1, 2; Suttee, 9.0, 3. Also started: Oilstone 7.7, Wakatane 7.2. Won by a head. Time, 1min 18sec.: [669, 290, 877, 324]
section-heading: PLUMPTON PARK TROTTING RACES.: [250, 1491, 422, 1516]
section-heading: GREY SUMMER MEETING.: [39, 405, 195, 418]
article-paragraph: TRIAL HURDLE HANDICAP.—Xavier, 9.0, 1; Pardon, 9.9, 2; Museum, 9.0, 3. Also started: Te Arai, Compass, Golden Days, and Oakley. Won easily.: [669, 837, 877, 871]
article-paragraph: Brown filly, by Soult—Gold Web.—Hon. James Carroll, 55gs.: [888, 1645, 1095, 1668]
article-paragraph: There was fine weather for the Ashurst meeting, and a record attendance. The sum of £1241 was put through the machine during the afternoon. Results:—: [669, 801, 877, 835]
article-paragraph: BAGOT HANDICAP. One mile and a-half.—Miss Rabby, 8.5, 1; Tuckeroo, 9.4, 2; Rivendon, 6.7, 3. Seven started. Won easily. Time, 2min 38sec.: [888, 1345, 1095, 1379]
section-heading: GREYMOUTH TROTTING MEETING.: [480, 948, 629, 973]
article-paragraph: ASHURST GUINEAS. One Mile.—Prize Bloom, 8.10, 1; Ru, 8.5, 2; Fond Memory, 8.5, 3. Also started: Cyarina. Won easily. Time, 1min 46sec.: [669, 908, 877, 942]
article-paragraph: Anniversary Handicap, of 150sovs. One mile.—Maniapoto 9.0, Sir Tristram 8.5, Æolus 8.4, Mataari 8.2, Waitapu 8.0, Fireiron 7.12, Kairoma 7.11, Goldbester 7.11, Medallist 7.11, Chatterer 7.11, The Snake 7.11, William 7.9, Moloch 7.9, Malwood 7.8, Hill Red 7.7, Sanjulie 7.5, Canuka 7.4, Polyanthus 7.4, Sir Frisco 7.4, Varde 7.2, Merrie Rose 7.0, Moeta 7.0, Kurawaka 7.0, Clanchattan 6.13, Prism 6.7.: [888, 127, 1095, 219]
column-2: [232, 57, 446, 1800]
article-paragraph: Tongariro Hack Handicap, of 120sovs. One mile.—Martyrium 9.2, Gauge 8.11, Culmination 8.9, Lanaska 8.7, Buzz Post 8.8, Suttee 8.2, Waipunehu 8.2, Naphtha 8.2, The Libyan 7.13, Prince Bloom 7.13, Flingot 7.10, Lochella 7.8, Sant Rosalier 7.2, The Limit 6.10, Waikuku 6.10.: [888, 584, 1095, 653]
article-paragraph: Brown filly, by Soult—Curaco.—W. Davies (Auckland), 100gs.: [888, 1815, 1095, 1837]
article-paragraph: MAHAEKAKAHO HANDICAP HURDLE RACE, of 65sovs. One mile and three-quarters.—Pantaloon 1, Gold Dust 2, Concussion 3. Also started: Te Ura. Won by 12 lengths. Time, 3min 19 2-5sec.: [14, 1323, 221, 1369]
article-paragraph: Brown colt, by Soult—Lady Emmeline.—R. L. Cleland (Auckland), 120gs.: [888, 1742, 1095, 1765]
section-subheading: Third Day—Saturday, January 4.: [485, 1288, 624, 1300]
article-paragraph: Bay colt, by Soult—St. Edith.—J. Twohill (Thames), 100gs.: [888, 1839, 1095, 1861]
article-paragraph: TRADESMEN'S HANDICAP.—Black Sand 1, Little Punt 2, Screwjack 3. Silver and Marie were scratched. Time, 5min 20sec.: [451, 1203, 658, 1237]
article-paragraph: DOMINION HANDICAP. Seven furlongs.—Lady Disdain, 7.11, 1; Probability, 7.8, 2; San Julie, 8.1, 3. Also started: Medallist, William, Aberation, King Post. Won by a bare half length.: [669, 1122, 877, 1168]
article-paragraph: Petrovne 8.3, St. Claimer 8.2, Cross Battery 7.13, Ballarat 7.13, Irish Rifle 7.11, Buoyant 7.11, Kairoma 7.10, Muskerry 7.10, Gawain 7.10, Oxton 7.8, Guidwife 7.7, Bobrikoff 7.6, Sir Frisco 7.5, Loftus 7.5, Ali Red 7.4, Tupono 7.4, Motoa 6.12, Sister Annie 6.12, Sunbonnet 6.10, Rangipapa 6.7, Manami 6.7.: [888, 57, 1095, 125]
article-paragraph: Railway Handicap.—Platypus, Aboriginal, Toa Tahi, Golden Eagle, Thera, Gawain, Pearl Reef, Splendid Idea, Silver Shell, St. Claimer, Golden Gate.: [451, 1645, 658, 1679]
article-paragraph: TELEGRAPH HANDICAP.—Toru 1, Maud Allerton 2, Nil Desperandum 3. Time, 2min 43 3-5sec.: [451, 1398, 658, 1421]
article-paragraph: LADIES' BRACELET HANDICAP (in harness), of 40sovs. One mile and a-half.—Thicket, scratch, 1; The Boss, 10sec, 2; Ribbolia, 7sec, 3. Time, 4min 10 3-5sec.: [451, 624, 658, 670]
article-paragraph: NEW ZEALAND FUTURITY.—Al Franz 1, Cressus 2. Time, 3min 0 4-5sec.: [451, 1143, 658, 1165]
article-paragraph: PUKIO HACK HANDICAP, of 100sovs. Six furlongs.—Pennine 1, Grand Myrtle 2, Kara 3. Also started: Waitete, Truthful, Russley Maid, Lucretius, Diphonian, Golden Butterfly, and Men Amie.: [232, 1345, 440, 1391]
article-paragraph: NURSERY HANDICAP, of 70sovs. Five furlongs.—Gold Lace, 7.10, 1; Berengaria, 8.1, 2; Shannon Lass, 7.7, 3. Three others ran. Time, 1min 6 4-5sec.: [14, 1706, 221, 1740]
article-paragraph: The totalisator receipts were £8350.: [240, 128, 376, 139]
article-paragraph: STANDISH HANDICAP. Six furlongs.—Miss Rabby, 8.10, 1; Fiery Star, 6.9, 2; Splash, 7.7, 3. Sixteen started. Won by three-quarters of a length. Time, 1min 16sec.: [888, 1298, 1095, 1343]
article-paragraph: WESTLAND HANDICAP.—Freeland, 9.0, and Varde, 8.4, dead heat; Victoria Park, 8.1, 3. Also started: First View 8.1, Sylverie 7.13.: [669, 361, 877, 396]
